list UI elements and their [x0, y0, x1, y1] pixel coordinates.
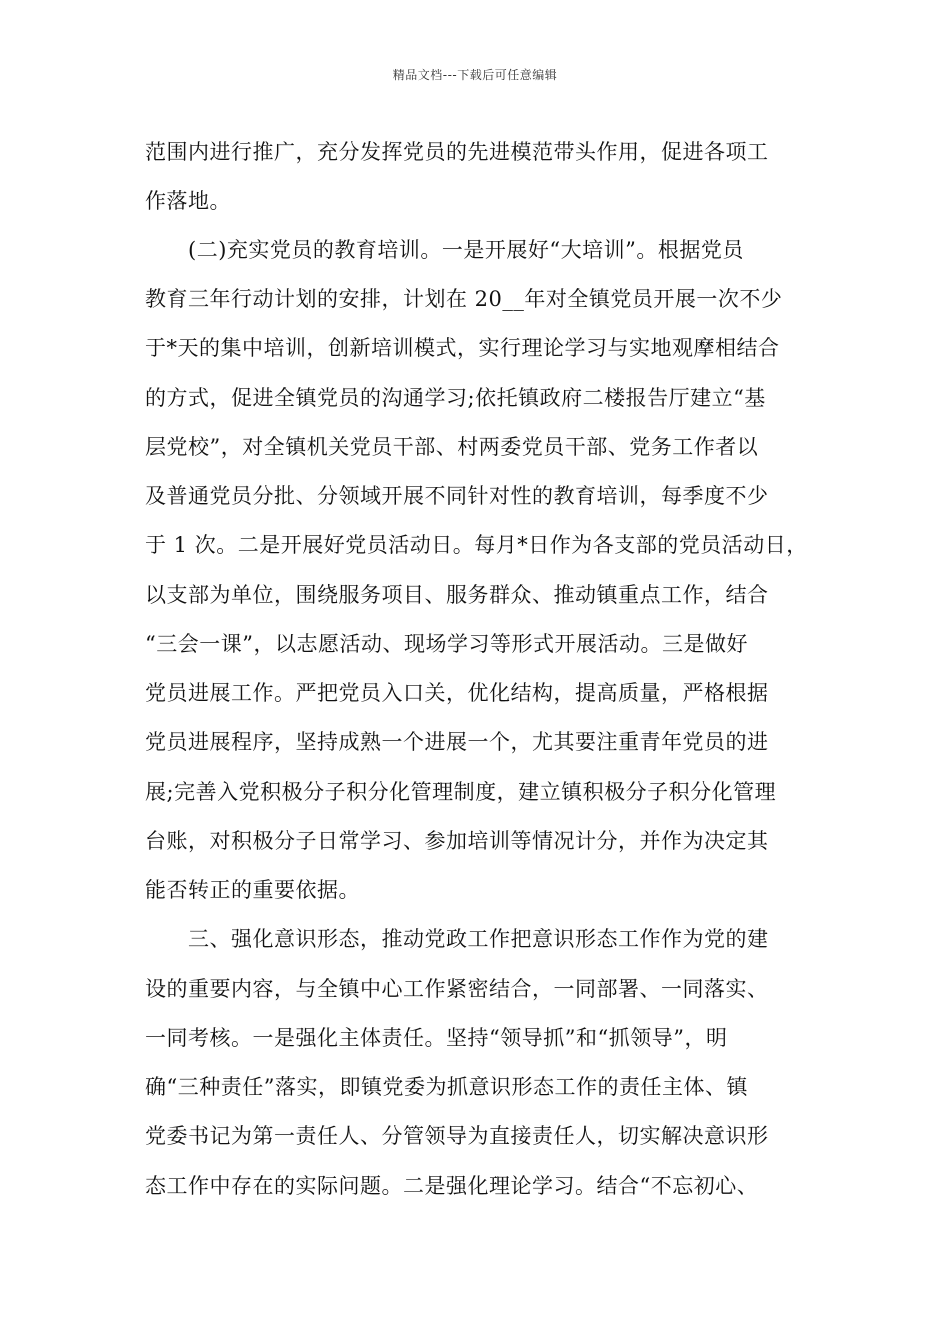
text-line: (二)充实党员的教育培训。一是开展好“大培训”。根据党员 [145, 238, 744, 262]
text-line: 党委书记为第一责任人、分管领导为直接责任人，切实解决意识形 [145, 1124, 769, 1148]
text-line: 设的重要内容，与全镇中心工作紧密结合，一同部署、一同落实、 [145, 977, 769, 1001]
text-line: 党员进展程序，坚持成熟一个进展一个，尤其要注重青年党员的进 [145, 730, 769, 754]
text-line: 于 1 次。二是开展好党员活动日。每月*日作为各支部的党员活动日， [145, 533, 808, 557]
text-line: 以支部为单位，围绕服务项目、服务群众、推动镇重点工作，结合 [145, 583, 769, 607]
text-line: 能否转正的重要依据。 [145, 878, 360, 902]
text-line: 范围内进行推广，充分发挥党员的先进模范带头作用，促进各项工 [145, 140, 769, 164]
text-line: 于*天的集中培训，创新培训模式，实行理论学习与实地观摩相结合 [145, 336, 780, 360]
text-line: 的方式，促进全镇党员的沟通学习;依托镇政府二楼报告厅建立“基 [145, 386, 766, 410]
text-line: “三会一课”，以志愿活动、现场学习等形式开展活动。三是做好 [145, 632, 748, 656]
text-line: 层党校”，对全镇机关党员干部、村两委党员干部、党务工作者以 [145, 435, 759, 459]
text-line: 态工作中存在的实际问题。二是强化理论学习。结合“不忘初心、 [145, 1174, 759, 1198]
text-line: 展;完善入党积极分子积分化管理制度，建立镇积极分子积分化管理 [145, 780, 777, 804]
text-line: 台账，对积极分子日常学习、参加培训等情况计分，并作为决定其 [145, 829, 769, 853]
text-line: 教育三年行动计划的安排，计划在 20__年对全镇党员开展一次不少 [145, 287, 783, 311]
text-line: 一同考核。一是强化主体责任。坚持“领导抓”和“抓领导”，明 [145, 1026, 728, 1050]
text-line: 及普通党员分批、分领域开展不同针对性的教育培训，每季度不少 [145, 484, 769, 508]
page-header: 精品文档---下载后可任意编辑 [392, 68, 558, 82]
text-line: 作落地。 [145, 189, 231, 213]
text-line: 确“三种责任”落实，即镇党委为抓意识形态工作的责任主体、镇 [145, 1075, 748, 1099]
text-line: 三、强化意识形态，推动党政工作把意识形态工作作为党的建 [145, 927, 769, 951]
text-line: 党员进展工作。严把党员入口关，优化结构，提高质量，严格根据 [145, 681, 769, 705]
